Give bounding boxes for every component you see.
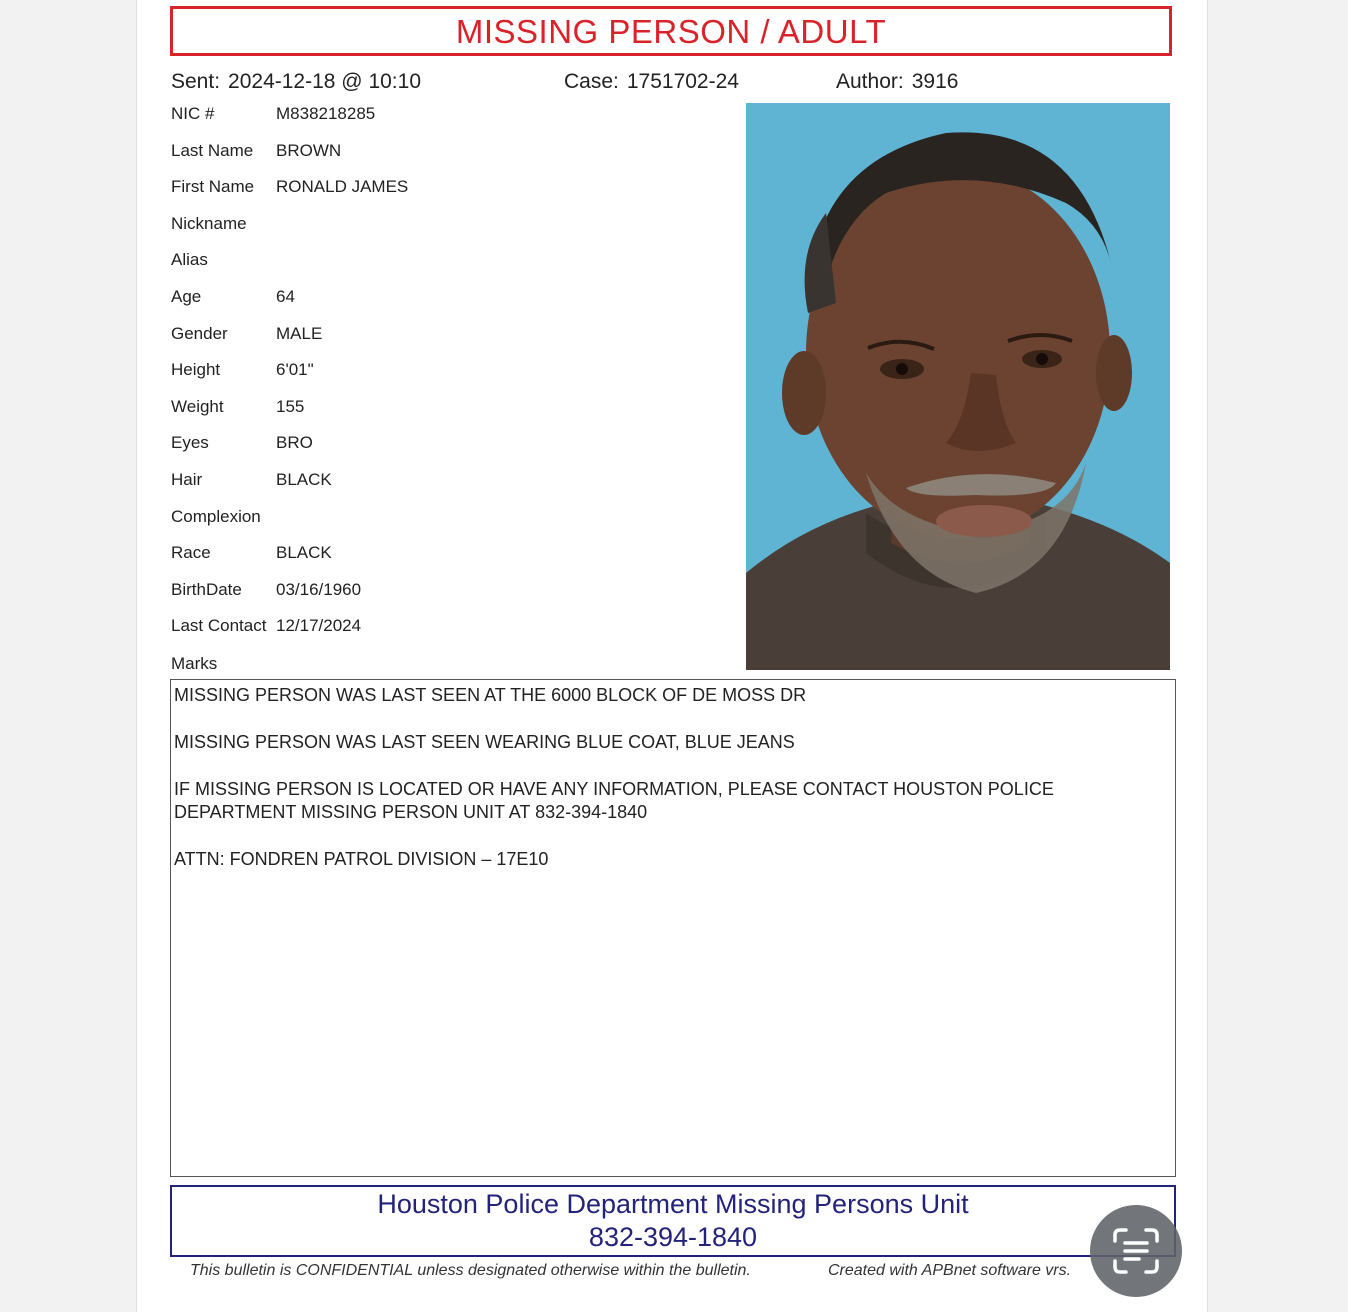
unit-phone[interactable]: 832-394-1840 — [588, 1222, 758, 1252]
field-weight — [171, 395, 731, 432]
text-scan-button[interactable] — [1090, 1205, 1182, 1297]
field-alias — [171, 248, 731, 285]
field-label: Eyes — [171, 433, 209, 453]
marks-line: MISSING PERSON WAS LAST SEEN AT THE 6000 BLOCK OF DE MOSS DR — [174, 685, 807, 705]
field-value: MALE — [276, 323, 323, 343]
field-value: 6'01" — [276, 360, 314, 380]
sent-label: Sent: — [171, 70, 221, 93]
field-label: Age — [171, 286, 202, 306]
field-last-name — [171, 139, 731, 176]
case-info — [564, 70, 739, 94]
field-label: NIC # — [171, 104, 215, 123]
sent-value: 2024-12-18 @ 10:10 — [228, 70, 422, 93]
contact-footer — [170, 1185, 1176, 1257]
portrait-illustration — [746, 103, 1170, 670]
field-value: 03/16/1960 — [276, 579, 362, 599]
marks-line: MISSING PERSON WAS LAST SEEN WEARING BLUE COAT, BLUE JEANS — [174, 732, 795, 752]
field-value: BLACK — [276, 543, 332, 563]
field-last-contact — [171, 614, 731, 651]
person-fields — [171, 102, 731, 651]
case-value: 1751702-24 — [626, 70, 739, 93]
sent-info — [171, 70, 421, 94]
software-credit: Created with APBnet software vrs. — [828, 1262, 1072, 1279]
confidential-notice: This bulletin is CONFIDENTIAL unless designated otherwise within the bulletin. — [190, 1262, 751, 1279]
field-label: Complexion — [171, 506, 261, 526]
field-race — [171, 541, 731, 578]
field-value: BRO — [276, 433, 313, 453]
case-label: Case: — [564, 70, 619, 93]
field-first-name — [171, 175, 731, 212]
person-photo — [746, 103, 1170, 670]
field-hair — [171, 468, 731, 505]
field-value: M838218285 — [276, 104, 376, 123]
field-age — [171, 285, 731, 322]
field-birthdate — [171, 578, 731, 615]
bulletin-title: MISSING PERSON / ADULT — [170, 6, 1172, 56]
field-value: BLACK — [276, 469, 332, 489]
marks-line: IF MISSING PERSON IS LOCATED OR HAVE ANY INFORMATION, PLEASE CONTACT HOUSTON POLICE DEPARTMENT MISSING PERSON UNIT AT 832-394-1840 — [174, 779, 1054, 822]
field-eyes — [171, 431, 731, 468]
marks-label: Marks — [171, 654, 218, 673]
field-label: First Name — [171, 177, 255, 197]
field-value: 12/17/2024 — [276, 616, 362, 636]
marks-box — [170, 679, 1176, 1177]
text-scan-icon — [1109, 1224, 1163, 1278]
unit-name: Houston Police Department Missing Persons Unit — [377, 1189, 969, 1219]
field-nickname — [171, 212, 731, 249]
field-label: Race — [171, 543, 211, 563]
field-label: Height — [171, 360, 221, 380]
field-value: BROWN — [276, 140, 342, 160]
field-height — [171, 358, 731, 395]
author-info — [836, 70, 958, 94]
field-label: Gender — [171, 323, 228, 343]
field-label: BirthDate — [171, 579, 242, 599]
marks-line: ATTN: FONDREN PATROL DIVISION – 17E10 — [174, 849, 549, 869]
field-label: Weight — [171, 396, 224, 416]
field-label: Nickname — [171, 213, 247, 233]
field-label: Hair — [171, 469, 203, 489]
field-complexion — [171, 505, 731, 542]
field-label: Alias — [171, 250, 208, 270]
field-value: 155 — [276, 396, 305, 416]
field-label: Last Name — [171, 140, 254, 160]
field-value: RONALD JAMES — [276, 177, 409, 197]
author-value: 3916 — [911, 70, 959, 93]
author-label: Author: — [836, 70, 904, 93]
field-nic — [171, 102, 731, 139]
field-value: 64 — [276, 286, 295, 306]
field-label: Last Contact — [171, 616, 267, 636]
field-gender — [171, 322, 731, 359]
